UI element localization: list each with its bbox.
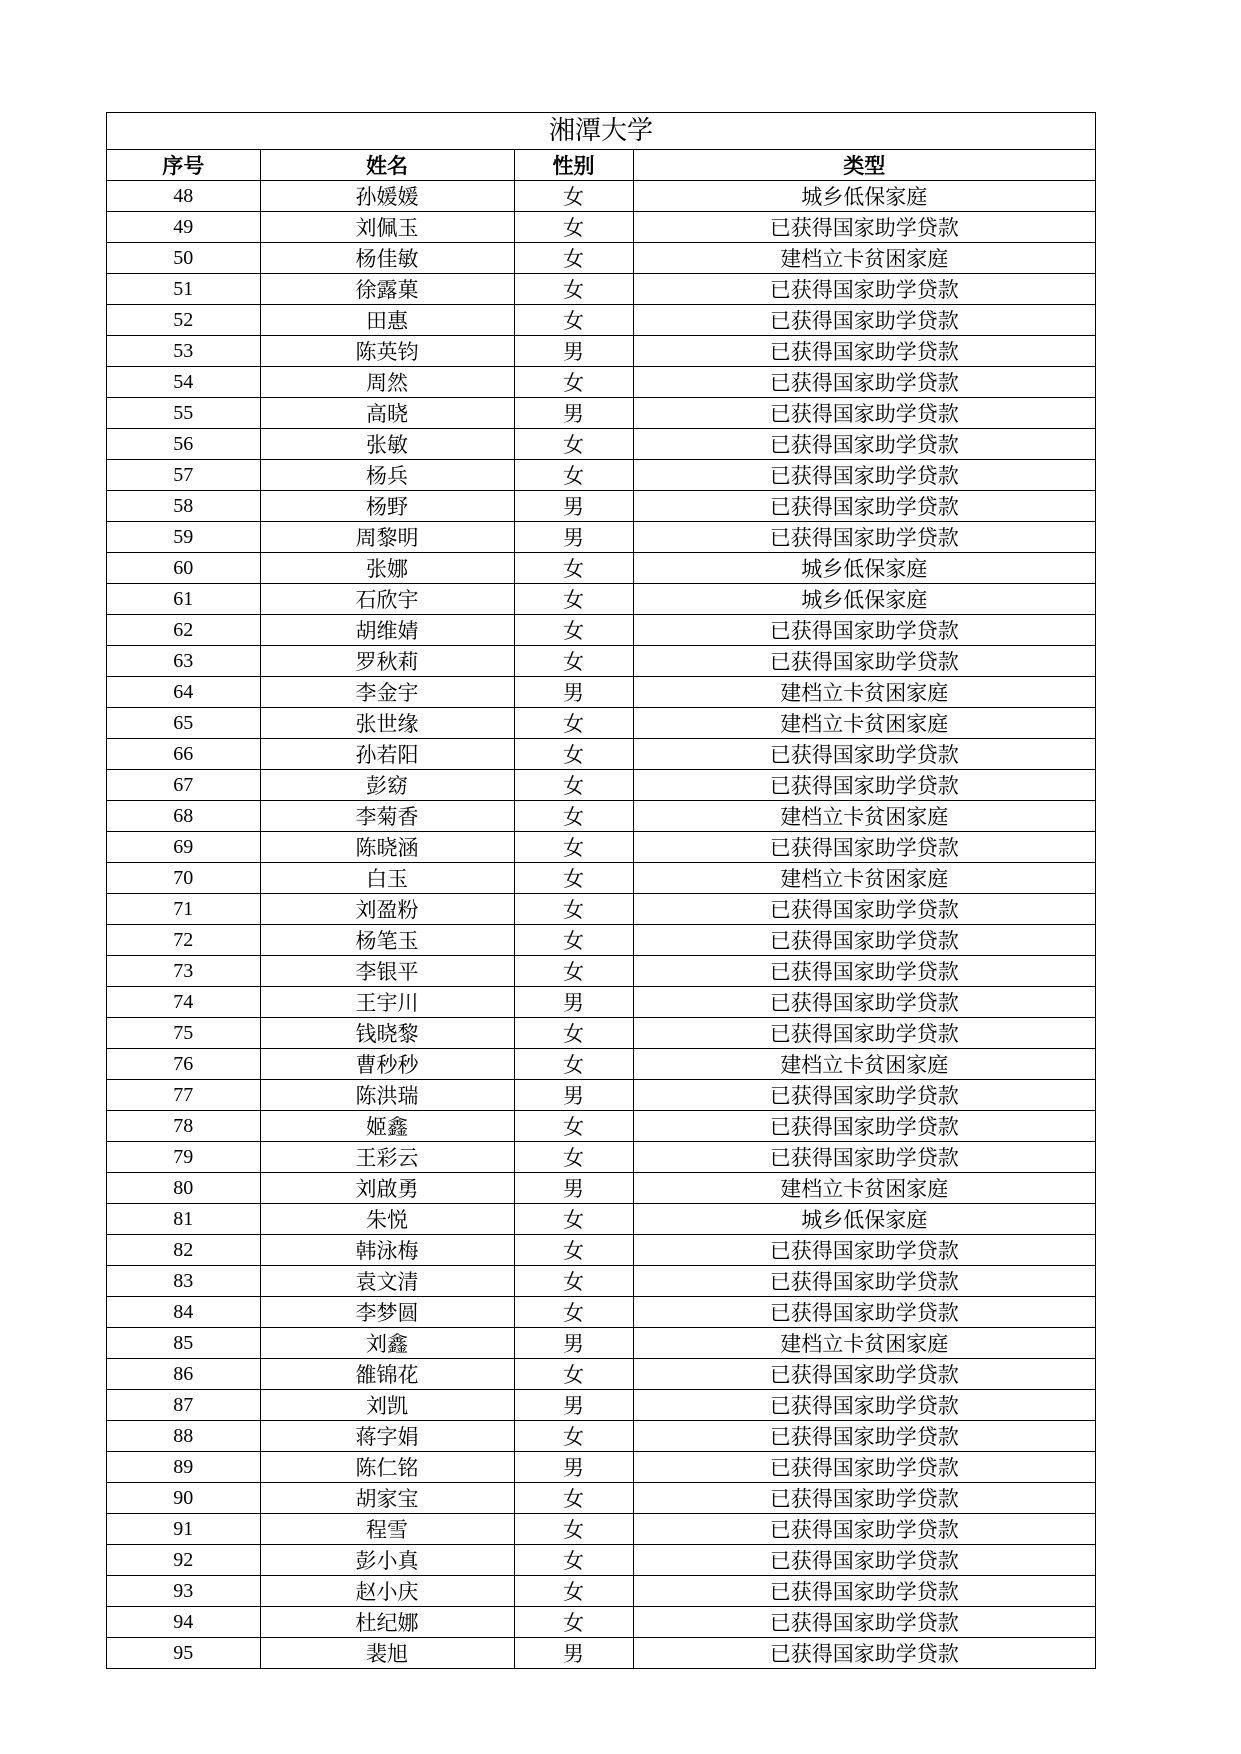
cell-index: 52 [107,305,260,336]
header-name: 姓名 [260,150,514,181]
cell-index: 51 [107,274,260,305]
cell-type: 已获得国家助学贷款 [633,646,1095,677]
cell-name: 彭小真 [260,1545,514,1576]
table-row [107,646,1095,677]
cell-gender: 女 [514,274,633,305]
table-row [107,770,1095,801]
cell-type: 已获得国家助学贷款 [633,491,1095,522]
table-row [107,925,1095,956]
cell-type: 建档立卡贫困家庭 [633,708,1095,739]
table-row [107,181,1095,212]
cell-type: 建档立卡贫困家庭 [633,677,1095,708]
cell-index: 65 [107,708,260,739]
cell-name: 李银平 [260,956,514,987]
cell-type: 已获得国家助学贷款 [633,894,1095,925]
cell-name: 田惠 [260,305,514,336]
cell-gender: 女 [514,646,633,677]
table-row [107,1607,1095,1638]
cell-index: 73 [107,956,260,987]
cell-gender: 男 [514,1080,633,1111]
cell-name: 陈晓涵 [260,832,514,863]
cell-index: 76 [107,1049,260,1080]
table-row [107,491,1095,522]
header-row [107,150,1095,181]
table-row [107,1111,1095,1142]
table-row [107,367,1095,398]
cell-type: 已获得国家助学贷款 [633,274,1095,305]
table-row [107,801,1095,832]
sheet-title: 湘潭大学 [107,113,1095,150]
cell-gender: 女 [514,615,633,646]
cell-gender: 女 [514,1483,633,1514]
cell-gender: 女 [514,1607,633,1638]
cell-gender: 女 [514,863,633,894]
cell-name: 石欣宇 [260,584,514,615]
table-row [107,832,1095,863]
cell-type: 城乡低保家庭 [633,584,1095,615]
cell-name: 张娜 [260,553,514,584]
cell-type: 已获得国家助学贷款 [633,770,1095,801]
student-list-sheet [106,112,1096,1669]
cell-name: 赵小庆 [260,1576,514,1607]
cell-type: 已获得国家助学贷款 [633,1638,1095,1669]
cell-index: 81 [107,1204,260,1235]
cell-name: 王彩云 [260,1142,514,1173]
cell-gender: 女 [514,243,633,274]
cell-index: 89 [107,1452,260,1483]
cell-gender: 女 [514,367,633,398]
cell-type: 已获得国家助学贷款 [633,987,1095,1018]
table-row [107,274,1095,305]
cell-type: 已获得国家助学贷款 [633,1514,1095,1545]
cell-name: 张世缘 [260,708,514,739]
cell-index: 87 [107,1390,260,1421]
cell-name: 彭窈 [260,770,514,801]
cell-name: 高晓 [260,398,514,429]
table-row [107,987,1095,1018]
cell-index: 78 [107,1111,260,1142]
table-row [107,708,1095,739]
cell-name: 胡维婧 [260,615,514,646]
cell-type: 已获得国家助学贷款 [633,1421,1095,1452]
cell-gender: 女 [514,181,633,212]
cell-type: 已获得国家助学贷款 [633,739,1095,770]
cell-gender: 男 [514,1390,633,1421]
cell-name: 曹秒秒 [260,1049,514,1080]
cell-index: 49 [107,212,260,243]
cell-index: 94 [107,1607,260,1638]
cell-name: 杨野 [260,491,514,522]
cell-gender: 女 [514,1018,633,1049]
table-row [107,863,1095,894]
table-row [107,894,1095,925]
table-row [107,243,1095,274]
cell-name: 孙若阳 [260,739,514,770]
cell-index: 57 [107,460,260,491]
table-row [107,1018,1095,1049]
cell-gender: 男 [514,336,633,367]
cell-gender: 女 [514,1111,633,1142]
cell-index: 82 [107,1235,260,1266]
cell-index: 68 [107,801,260,832]
cell-index: 79 [107,1142,260,1173]
table-row [107,1483,1095,1514]
cell-type: 建档立卡贫困家庭 [633,1049,1095,1080]
cell-name: 程雪 [260,1514,514,1545]
cell-index: 91 [107,1514,260,1545]
table-row [107,429,1095,460]
table-row [107,1576,1095,1607]
cell-gender: 男 [514,987,633,1018]
cell-index: 70 [107,863,260,894]
cell-type: 已获得国家助学贷款 [633,1111,1095,1142]
cell-type: 已获得国家助学贷款 [633,1545,1095,1576]
cell-gender: 女 [514,212,633,243]
cell-type: 已获得国家助学贷款 [633,1359,1095,1390]
cell-index: 66 [107,739,260,770]
table-row [107,739,1095,770]
cell-type: 已获得国家助学贷款 [633,615,1095,646]
cell-index: 59 [107,522,260,553]
cell-name: 姬鑫 [260,1111,514,1142]
cell-gender: 女 [514,584,633,615]
cell-name: 袁文清 [260,1266,514,1297]
cell-index: 83 [107,1266,260,1297]
cell-type: 已获得国家助学贷款 [633,367,1095,398]
table-row [107,336,1095,367]
cell-gender: 女 [514,1235,633,1266]
cell-gender: 女 [514,925,633,956]
cell-name: 雒锦花 [260,1359,514,1390]
table-row [107,398,1095,429]
cell-type: 建档立卡贫困家庭 [633,1173,1095,1204]
cell-type: 已获得国家助学贷款 [633,336,1095,367]
cell-type: 已获得国家助学贷款 [633,1080,1095,1111]
table-row [107,1080,1095,1111]
cell-index: 90 [107,1483,260,1514]
cell-name: 韩泳梅 [260,1235,514,1266]
cell-index: 50 [107,243,260,274]
cell-name: 周黎明 [260,522,514,553]
cell-index: 85 [107,1328,260,1359]
cell-name: 李菊香 [260,801,514,832]
table-row [107,522,1095,553]
table-row [107,677,1095,708]
cell-name: 杨佳敏 [260,243,514,274]
cell-name: 罗秋莉 [260,646,514,677]
cell-name: 徐露菓 [260,274,514,305]
cell-index: 56 [107,429,260,460]
cell-index: 80 [107,1173,260,1204]
table-row [107,1297,1095,1328]
cell-type: 已获得国家助学贷款 [633,956,1095,987]
table-row [107,460,1095,491]
header-type: 类型 [633,150,1095,181]
cell-index: 93 [107,1576,260,1607]
cell-index: 88 [107,1421,260,1452]
cell-gender: 女 [514,801,633,832]
cell-type: 已获得国家助学贷款 [633,305,1095,336]
table-row [107,1514,1095,1545]
cell-gender: 女 [514,1514,633,1545]
cell-name: 胡家宝 [260,1483,514,1514]
cell-name: 钱晓黎 [260,1018,514,1049]
cell-gender: 男 [514,1452,633,1483]
cell-type: 城乡低保家庭 [633,181,1095,212]
table-row [107,584,1095,615]
cell-name: 杜纪娜 [260,1607,514,1638]
table-row [107,1049,1095,1080]
cell-gender: 男 [514,1638,633,1669]
header-gender: 性别 [514,150,633,181]
cell-gender: 女 [514,1204,633,1235]
table-row [107,553,1095,584]
table-row [107,1359,1095,1390]
cell-gender: 男 [514,677,633,708]
cell-gender: 女 [514,1142,633,1173]
cell-type: 建档立卡贫困家庭 [633,1328,1095,1359]
cell-name: 陈仁铭 [260,1452,514,1483]
cell-name: 张敏 [260,429,514,460]
cell-type: 已获得国家助学贷款 [633,1452,1095,1483]
cell-gender: 男 [514,1173,633,1204]
header-index: 序号 [107,150,260,181]
cell-name: 蒋字娟 [260,1421,514,1452]
cell-type: 建档立卡贫困家庭 [633,243,1095,274]
table-row [107,1266,1095,1297]
cell-type: 已获得国家助学贷款 [633,832,1095,863]
cell-type: 已获得国家助学贷款 [633,1235,1095,1266]
table-row [107,1142,1095,1173]
cell-gender: 女 [514,739,633,770]
table-body [107,181,1095,1669]
cell-name: 孙媛媛 [260,181,514,212]
cell-type: 建档立卡贫困家庭 [633,801,1095,832]
cell-name: 刘佩玉 [260,212,514,243]
cell-type: 已获得国家助学贷款 [633,1297,1095,1328]
table-row [107,1235,1095,1266]
cell-type: 已获得国家助学贷款 [633,925,1095,956]
cell-index: 60 [107,553,260,584]
cell-index: 53 [107,336,260,367]
cell-index: 48 [107,181,260,212]
cell-type: 已获得国家助学贷款 [633,460,1095,491]
cell-gender: 女 [514,1576,633,1607]
cell-name: 刘鑫 [260,1328,514,1359]
table-row [107,1638,1095,1669]
cell-gender: 女 [514,1545,633,1576]
cell-gender: 女 [514,460,633,491]
cell-gender: 女 [514,894,633,925]
cell-name: 王宇川 [260,987,514,1018]
cell-name: 杨笔玉 [260,925,514,956]
cell-index: 62 [107,615,260,646]
cell-type: 已获得国家助学贷款 [633,522,1095,553]
cell-index: 69 [107,832,260,863]
table-row [107,305,1095,336]
cell-name: 李金宇 [260,677,514,708]
cell-name: 陈洪瑞 [260,1080,514,1111]
cell-index: 58 [107,491,260,522]
table-row [107,615,1095,646]
cell-type: 已获得国家助学贷款 [633,212,1095,243]
cell-index: 86 [107,1359,260,1390]
cell-gender: 女 [514,832,633,863]
cell-index: 72 [107,925,260,956]
cell-gender: 女 [514,553,633,584]
cell-gender: 女 [514,956,633,987]
cell-gender: 女 [514,1359,633,1390]
cell-name: 白玉 [260,863,514,894]
cell-gender: 女 [514,770,633,801]
cell-gender: 男 [514,1328,633,1359]
table-row [107,956,1095,987]
table-row [107,1390,1095,1421]
cell-index: 75 [107,1018,260,1049]
cell-type: 建档立卡贫困家庭 [633,863,1095,894]
cell-name: 朱悦 [260,1204,514,1235]
cell-name: 刘盈粉 [260,894,514,925]
cell-name: 裴旭 [260,1638,514,1669]
cell-type: 已获得国家助学贷款 [633,1607,1095,1638]
cell-gender: 男 [514,398,633,429]
table-row [107,1545,1095,1576]
cell-index: 92 [107,1545,260,1576]
student-table [107,150,1095,1668]
cell-index: 55 [107,398,260,429]
cell-name: 周然 [260,367,514,398]
cell-name: 刘凯 [260,1390,514,1421]
cell-type: 已获得国家助学贷款 [633,1018,1095,1049]
cell-gender: 女 [514,708,633,739]
table-row [107,1173,1095,1204]
cell-gender: 男 [514,491,633,522]
cell-type: 城乡低保家庭 [633,1204,1095,1235]
cell-index: 74 [107,987,260,1018]
table-row [107,1204,1095,1235]
cell-name: 陈英钧 [260,336,514,367]
cell-gender: 女 [514,429,633,460]
cell-index: 71 [107,894,260,925]
cell-gender: 女 [514,1266,633,1297]
cell-gender: 女 [514,1421,633,1452]
cell-index: 95 [107,1638,260,1669]
cell-index: 61 [107,584,260,615]
cell-type: 已获得国家助学贷款 [633,1266,1095,1297]
table-row [107,1421,1095,1452]
cell-type: 已获得国家助学贷款 [633,1390,1095,1421]
cell-gender: 男 [514,522,633,553]
cell-type: 已获得国家助学贷款 [633,1483,1095,1514]
cell-type: 已获得国家助学贷款 [633,1142,1095,1173]
cell-index: 64 [107,677,260,708]
cell-name: 刘啟勇 [260,1173,514,1204]
cell-name: 李梦圆 [260,1297,514,1328]
cell-index: 63 [107,646,260,677]
table-row [107,1452,1095,1483]
cell-type: 城乡低保家庭 [633,553,1095,584]
cell-index: 67 [107,770,260,801]
table-row [107,1328,1095,1359]
cell-type: 已获得国家助学贷款 [633,1576,1095,1607]
cell-index: 77 [107,1080,260,1111]
cell-type: 已获得国家助学贷款 [633,398,1095,429]
cell-name: 杨兵 [260,460,514,491]
table-row [107,212,1095,243]
cell-gender: 女 [514,1297,633,1328]
cell-gender: 女 [514,1049,633,1080]
cell-gender: 女 [514,305,633,336]
cell-index: 54 [107,367,260,398]
cell-type: 已获得国家助学贷款 [633,429,1095,460]
cell-index: 84 [107,1297,260,1328]
